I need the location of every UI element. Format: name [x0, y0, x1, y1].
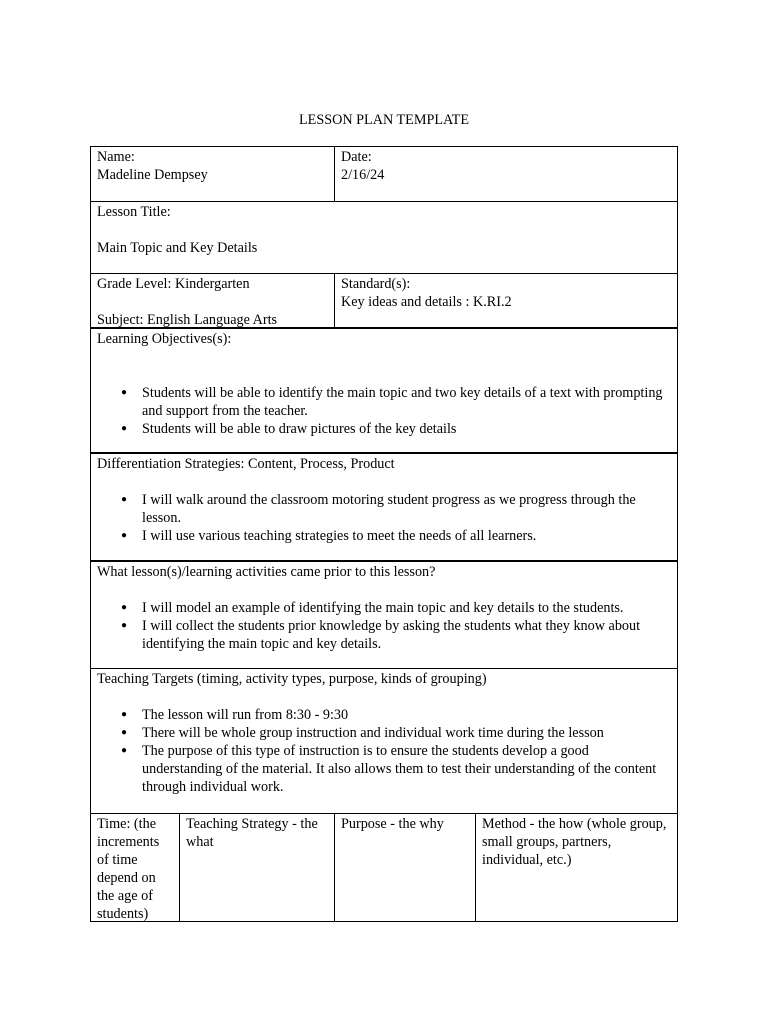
list-item: ● I will use various teaching strategies to meet the needs of all learners. [142, 527, 671, 545]
objectives-label: Learning Objectives(s): [97, 331, 232, 347]
subject: Subject: English Language Arts [97, 312, 278, 328]
list-item: ● I will model an example of identifying the main topic and key details to the students. [142, 599, 671, 617]
differentiation-row [90, 454, 678, 562]
objectives-list [97, 384, 671, 438]
grade-level: Grade Level: Kindergarten [97, 276, 250, 292]
differentiation-label: Differentiation Strategies: Content, Process, Product [97, 456, 395, 472]
grade-subject-cell [91, 274, 334, 327]
lesson-title-value: Main Topic and Key Details [97, 240, 258, 256]
standards-cell [334, 274, 677, 327]
differentiation-list [97, 491, 671, 545]
list-item: ● Students will be able to identify the main topic and two key details of a text with prompting and support from the teacher. [142, 384, 671, 420]
list-item: ● The lesson will run from 8:30 - 9:30 [142, 706, 671, 724]
schedule-header-row [90, 814, 678, 922]
list-item: ● The purpose of this type of instruction is to ensure the students develop a good understanding of the material. It also allows them to test their understanding of the content through individual work. [142, 742, 671, 796]
date-value: 2/16/24 [341, 167, 385, 183]
list-item: ● I will walk around the classroom motoring student progress as we progress through the lesson. [142, 491, 671, 527]
prior-lessons-row [90, 562, 678, 669]
teaching-targets-label: Teaching Targets (timing, activity types, purpose, kinds of grouping) [97, 671, 487, 687]
objectives-row [90, 329, 678, 454]
document-title: LESSON PLAN TEMPLATE [299, 112, 469, 128]
lesson-title-row [90, 202, 678, 274]
teaching-targets-list [97, 706, 671, 796]
prior-lessons-label: What lesson(s)/learning activities came prior to this lesson? [97, 564, 436, 580]
lesson-plan-table [90, 146, 678, 922]
lesson-title-label: Lesson Title: [97, 204, 171, 220]
prior-lessons-cell [91, 562, 677, 668]
differentiation-cell [91, 454, 677, 560]
objectives-cell [91, 329, 677, 452]
list-item: ● Students will be able to draw pictures of the key details [142, 420, 671, 438]
lesson-title-cell [91, 202, 677, 273]
purpose-column-header: Purpose - the why [334, 814, 475, 921]
date-label: Date: [341, 149, 372, 165]
name-date-row [90, 146, 678, 202]
method-column-header: Method - the how (whole group, small groups, partners, individual, etc.) [475, 814, 677, 921]
list-item: ● There will be whole group instruction and individual work time during the lesson [142, 724, 671, 742]
list-item: ● I will collect the students prior knowledge by asking the students what they know about identifying the main topic and key details. [142, 617, 671, 653]
name-label: Name: [97, 149, 135, 165]
standards-value: Key ideas and details : K.RI.2 [341, 294, 512, 310]
name-value: Madeline Dempsey [97, 167, 208, 183]
time-column-header: Time: (the increments of time depend on the age of students) [97, 816, 160, 922]
teaching-targets-row [90, 669, 678, 814]
standards-label: Standard(s): [341, 276, 411, 292]
date-cell [334, 147, 677, 201]
prior-lessons-list [97, 599, 671, 653]
name-cell [91, 147, 334, 201]
teaching-targets-cell [91, 669, 677, 813]
grade-standards-row [90, 274, 678, 329]
strategy-column-header: Teaching Strategy - the what [179, 814, 334, 921]
